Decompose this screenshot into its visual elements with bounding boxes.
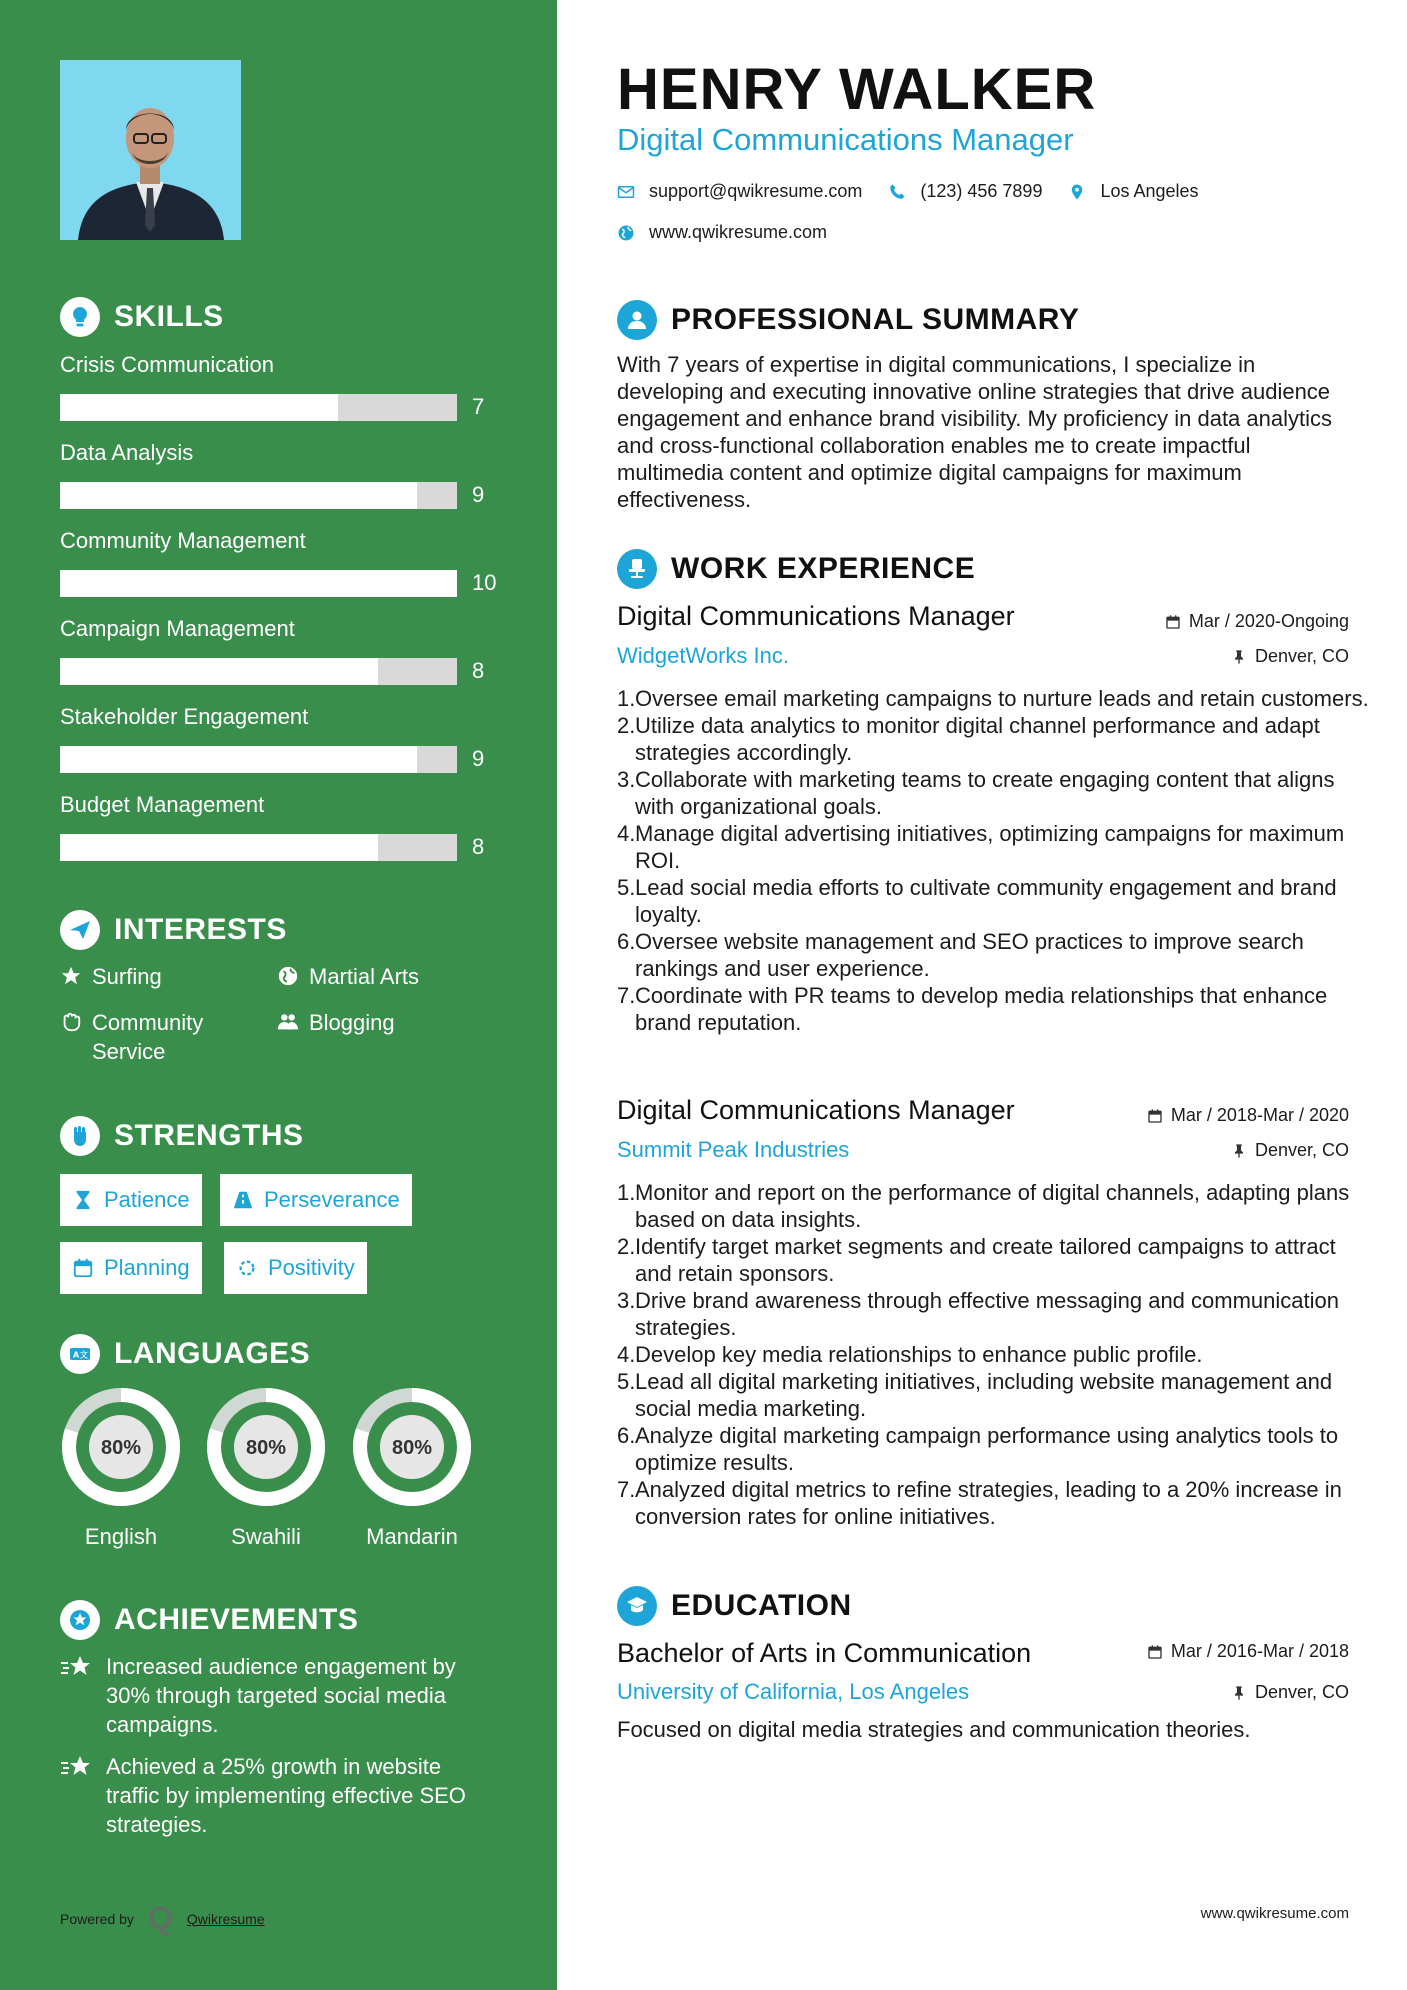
- envelope-icon: [617, 183, 635, 201]
- skill-value: 10: [472, 570, 497, 595]
- experience-heading: WORK EXPERIENCE: [617, 549, 975, 589]
- skill-bar: [60, 570, 457, 597]
- summary-text: With 7 years of expertise in digital communications, I specialize in developing and executing innovative online strategies that drive audience engagement and enhance brand visibility. My proficiency in data analytics and cross-functional collaboration enables me to create impactful multimedia content and optimize digital campaigns for maximum effectiveness.: [617, 352, 1332, 512]
- job-title: Digital Communications Manager: [617, 601, 1015, 631]
- sun-icon: [236, 1257, 258, 1279]
- duty-number: 3.: [617, 1288, 636, 1313]
- duty-item: [617, 1179, 1377, 1233]
- duty-text: Coordinate with PR teams to develop media relationships that enhance brand reputation.: [635, 983, 1328, 1035]
- duty-item: [617, 1422, 1377, 1476]
- star-icon: [60, 965, 82, 987]
- graduate-icon: [617, 1586, 657, 1626]
- shooting-star-icon: [60, 1754, 94, 1780]
- user-icon: [617, 300, 657, 340]
- education-location: Denver, CO: [1231, 1682, 1349, 1703]
- job-title: Digital Communications Manager: [617, 1095, 1015, 1125]
- job-duties: [617, 1179, 1377, 1530]
- interest-item: Blogging: [277, 1008, 395, 1037]
- office-chair-icon: [617, 549, 657, 589]
- duty-number: 1.: [617, 1180, 636, 1205]
- language-name: Swahili: [231, 1524, 301, 1549]
- job-company: WidgetWorks Inc.: [617, 643, 789, 668]
- duty-item: [617, 820, 1377, 874]
- main-content: [557, 0, 1407, 1990]
- duty-item: [617, 712, 1377, 766]
- duty-text: Manage digital advertising initiatives, optimizing campaigns for maximum ROI.: [635, 821, 1345, 873]
- lightbulb-icon: [60, 297, 100, 337]
- education-description: Focused on digital media strategies and communication theories.: [617, 1717, 1251, 1742]
- language-percent: 80%: [391, 1437, 433, 1459]
- pushpin-icon: [1231, 649, 1247, 665]
- summary-heading: PROFESSIONAL SUMMARY: [617, 300, 1079, 340]
- skill-value: 8: [472, 834, 485, 859]
- duty-item: [617, 874, 1377, 928]
- fist-icon: [60, 1116, 100, 1156]
- road-icon: [232, 1189, 254, 1211]
- skill-bar-fill: [60, 658, 378, 685]
- location: Los Angeles: [1100, 181, 1199, 201]
- duty-item: [617, 1287, 1377, 1341]
- duty-item: [617, 766, 1377, 820]
- star-badge-icon: [60, 1600, 100, 1640]
- profile-photo: [60, 60, 241, 240]
- footer-website[interactable]: www.qwikresume.com: [1200, 1905, 1349, 1922]
- shooting-star-icon: [60, 1654, 94, 1680]
- skill-bar: [60, 394, 457, 421]
- job-location: Denver, CO: [1231, 1140, 1349, 1161]
- duty-number: 6.: [617, 1423, 636, 1448]
- strength-badge: Perseverance: [220, 1174, 412, 1226]
- map-pin-icon: [1068, 183, 1086, 201]
- skill-item: [60, 352, 500, 419]
- skill-name: Community Management: [60, 528, 306, 553]
- job-dates: Mar / 2018-Mar / 2020: [1147, 1105, 1349, 1126]
- skills-heading: SKILLS: [60, 297, 224, 337]
- website-row: [617, 222, 827, 243]
- language-percent: 80%: [100, 1437, 142, 1459]
- duty-item: [617, 928, 1377, 982]
- calendar-icon: [72, 1257, 94, 1279]
- duty-item: [617, 1476, 1377, 1530]
- education-dates: Mar / 2016-Mar / 2018: [1147, 1641, 1349, 1662]
- skill-bar: [60, 482, 457, 509]
- users-icon: [277, 1011, 299, 1033]
- sidebar: [0, 0, 557, 1990]
- skill-bar-fill: [60, 746, 417, 773]
- achievement-item: Increased audience engagement by 30% through targeted social media campaigns.: [60, 1652, 500, 1739]
- website[interactable]: www.qwikresume.com: [649, 222, 828, 242]
- skill-name: Crisis Communication: [60, 352, 274, 377]
- duty-number: 6.: [617, 929, 636, 954]
- language-ring: [351, 1386, 473, 1508]
- duty-text: Identify target market segments and create tailored campaigns to attract and retain sponsors.: [635, 1234, 1336, 1286]
- duty-text: Monitor and report on the performance of digital channels, adapting plans based on data insights.: [635, 1180, 1350, 1232]
- skill-item: [60, 440, 500, 507]
- skill-bar: [60, 834, 457, 861]
- powered-by: Powered by Q Qwikresume: [60, 1900, 265, 1936]
- skill-value: 9: [472, 482, 485, 507]
- email[interactable]: support@qwikresume.com: [649, 181, 863, 201]
- duty-number: 2.: [617, 1234, 636, 1259]
- duty-item: [617, 1368, 1377, 1422]
- person-portrait-icon: [60, 60, 241, 240]
- duty-item: [617, 982, 1377, 1036]
- duty-number: 3.: [617, 767, 636, 792]
- candidate-name: HENRY WALKER: [617, 57, 1097, 122]
- duty-text: Analyzed digital metrics to refine strategies, leading to a 20% increase in conversion rates for online initiatives.: [635, 1477, 1342, 1529]
- duty-number: 7.: [617, 983, 636, 1008]
- skill-bar-fill: [60, 394, 338, 421]
- duty-text: Lead all digital marketing initiatives, including website management and social media marketing.: [635, 1369, 1333, 1421]
- language-percent: 80%: [245, 1437, 287, 1459]
- duty-number: 7.: [617, 1477, 636, 1502]
- skill-value: 9: [472, 746, 485, 771]
- skill-bar-fill: [60, 482, 417, 509]
- qwikresume-link[interactable]: Qwikresume: [186, 1910, 265, 1927]
- skill-item: [60, 528, 500, 595]
- language-item: [205, 1386, 327, 1550]
- language-ring: [60, 1386, 182, 1508]
- globe-icon: [277, 965, 299, 987]
- skill-item: [60, 704, 500, 771]
- skill-value: 8: [472, 658, 485, 683]
- phone: (123) 456 7899: [920, 181, 1043, 201]
- duty-number: 2.: [617, 713, 636, 738]
- interest-item: Martial Arts: [277, 962, 419, 991]
- contact-row: [617, 181, 1211, 202]
- language-item: [351, 1386, 473, 1550]
- interest-item: Surfing: [60, 962, 162, 991]
- job-duties: [617, 685, 1377, 1036]
- duty-number: 4.: [617, 821, 636, 846]
- duty-number: 5.: [617, 875, 636, 900]
- language-name: English: [84, 1524, 158, 1549]
- duty-item: [617, 685, 1377, 712]
- interest-item: Community Service: [60, 1008, 240, 1066]
- hand-icon: [60, 1011, 82, 1033]
- skill-name: Stakeholder Engagement: [60, 704, 309, 729]
- strength-badge: Patience: [60, 1174, 202, 1226]
- language-icon: [60, 1334, 100, 1374]
- phone-icon: [888, 183, 906, 201]
- job-dates: Mar / 2020-Ongoing: [1165, 611, 1349, 632]
- svg-text:A文: A文: [73, 1350, 89, 1360]
- job-location: Denver, CO: [1231, 646, 1349, 667]
- skill-value: 7: [472, 394, 485, 419]
- duty-number: 4.: [617, 1342, 636, 1367]
- job-company: Summit Peak Industries: [617, 1137, 850, 1162]
- duty-text: Drive brand awareness through effective messaging and communication strategies.: [635, 1288, 1339, 1340]
- calendar-icon: [1147, 1644, 1163, 1660]
- duty-text: Collaborate with marketing teams to create engaging content that aligns with organizational goals.: [635, 767, 1335, 819]
- calendar-icon: [1165, 614, 1181, 630]
- calendar-icon: [1147, 1108, 1163, 1124]
- paper-plane-icon: [60, 910, 100, 950]
- hourglass-icon: [72, 1189, 94, 1211]
- skill-name: Budget Management: [60, 792, 265, 817]
- duty-text: Oversee website management and SEO practices to improve search rankings and user experience.: [635, 929, 1304, 981]
- strength-badge: Positivity: [224, 1242, 367, 1294]
- skill-item: [60, 792, 500, 859]
- duty-text: Lead social media efforts to cultivate community engagement and brand loyalty.: [635, 875, 1337, 927]
- school: University of California, Los Angeles: [617, 1679, 970, 1704]
- strengths-heading: STRENGTHS: [60, 1116, 304, 1156]
- pushpin-icon: [1231, 1143, 1247, 1159]
- duty-number: 5.: [617, 1369, 636, 1394]
- skill-bar: [60, 746, 457, 773]
- duty-number: 1.: [617, 686, 636, 711]
- skill-name: Data Analysis: [60, 440, 194, 465]
- duty-text: Develop key media relationships to enhance public profile.: [635, 1342, 1203, 1367]
- skill-item: [60, 616, 500, 683]
- duty-text: Oversee email marketing campaigns to nurture leads and retain customers.: [635, 686, 1369, 711]
- languages-heading: A文 LANGUAGES: [60, 1334, 310, 1374]
- duty-item: [617, 1341, 1377, 1368]
- language-item: [60, 1386, 182, 1550]
- duty-text: Utilize data analytics to monitor digital channel performance and adapt strategies accordingly.: [635, 713, 1320, 765]
- pushpin-icon: [1231, 1685, 1247, 1701]
- achievements-heading: ACHIEVEMENTS: [60, 1600, 358, 1640]
- candidate-role: Digital Communications Manager: [617, 122, 1074, 157]
- language-name: Mandarin: [366, 1524, 458, 1549]
- duty-text: Analyze digital marketing campaign performance using analytics tools to optimize results.: [635, 1423, 1339, 1475]
- qwikresume-logo-icon: Q: [147, 1900, 173, 1936]
- skill-name: Campaign Management: [60, 616, 295, 641]
- skill-bar-fill: [60, 834, 378, 861]
- degree: Bachelor of Arts in Communication: [617, 1638, 1032, 1668]
- skill-bar-fill: [60, 570, 457, 597]
- skill-bar: [60, 658, 457, 685]
- globe-icon: [617, 224, 635, 242]
- education-heading: EDUCATION: [617, 1586, 852, 1626]
- interests-heading: INTERESTS: [60, 910, 287, 950]
- duty-item: [617, 1233, 1377, 1287]
- strength-badge: Planning: [60, 1242, 202, 1294]
- achievement-item: Achieved a 25% growth in website traffic by implementing effective SEO strategies.: [60, 1752, 500, 1839]
- language-ring: [205, 1386, 327, 1508]
